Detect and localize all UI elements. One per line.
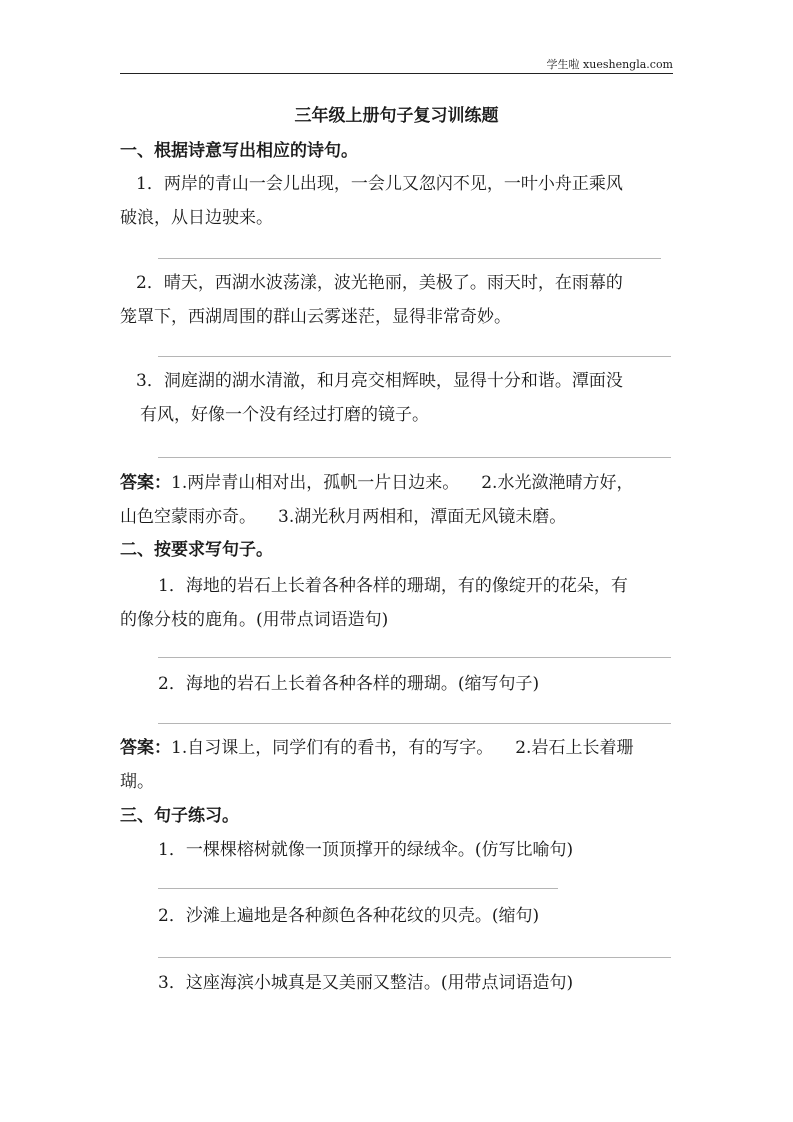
s1-answer-3: 3.湖光秋月两相和，潭面无风镜未磨。 [278, 507, 567, 527]
section1-heading: 一、根据诗意写出相应的诗句。 [120, 141, 358, 161]
s1-q3-line1: 洞庭湖的湖水清澈，和月亮交相辉映，显得十分和谐。潭面没 [163, 371, 623, 391]
s2-answer-blank-1[interactable] [158, 657, 671, 658]
section3-heading: 三、句子练习。 [120, 806, 239, 826]
s1-q3-number: 3． [136, 371, 164, 391]
s2-answer-label: 答案： [120, 738, 171, 758]
s1-q3-line2: 有风，好像一个没有经过打磨的镜子。 [140, 405, 429, 425]
s1-q2-line1: 晴天，西湖水波荡漾，波光艳丽，美极了。雨天时，在雨幕的 [163, 273, 623, 293]
s3-answer-blank-1[interactable] [158, 888, 558, 889]
s2-question-1 [120, 569, 675, 637]
s1-answer-2: 2.水光潋滟晴方好， [481, 473, 634, 493]
s3-question-2 [120, 899, 675, 933]
s1-answer-blank-2[interactable] [158, 356, 671, 357]
header-rule [120, 73, 673, 74]
section2-heading: 二、按要求写句子。 [120, 540, 273, 560]
s2-q1-line1: 1．海地的岩石上长着各种各样的珊瑚，有的像绽开的花朵，有 [158, 576, 628, 596]
s2-question-2 [120, 667, 675, 701]
s2-answer [120, 731, 675, 799]
s1-question-2 [120, 266, 675, 334]
s1-q1-line2: 破浪，从日边驶来。 [120, 208, 273, 228]
s1-question-1 [120, 167, 675, 235]
s2-q2-text: 2．海地的岩石上长着各种各样的珊瑚。(缩写句子) [158, 674, 540, 694]
document-title: 三年级上册句子复习训练题 [294, 106, 499, 126]
s3-question-1 [120, 833, 675, 867]
s1-q2-line2: 笼罩下，西湖周围的群山云雾迷茫，显得非常奇妙。 [120, 307, 511, 327]
s3-q3-text: 3．这座海滨小城真是又美丽又整洁。(用带点词语造句) [158, 973, 574, 993]
s1-q2-number: 2． [136, 273, 164, 293]
s1-answer-blank-3[interactable] [158, 457, 671, 458]
page-header: 学生啦 xueshengla.com [546, 58, 673, 71]
s1-q1-number: 1． [136, 174, 164, 194]
s1-q1-line1: 两岸的青山一会儿出现，一会儿又忽闪不见，一叶小舟正乘风 [163, 174, 623, 194]
s3-q2-text: 2．沙滩上遍地是各种颜色各种花纹的贝壳。(缩句) [158, 906, 540, 926]
s1-answer-2-cont: 山色空蒙雨亦奇。 [120, 507, 256, 527]
s2-answer-2: 2.岩石上长着珊 [515, 738, 634, 758]
s2-answer-1: 1.自习课上，同学们有的看书，有的写字。 [171, 738, 494, 758]
s1-answer-label: 答案： [120, 473, 171, 493]
s3-question-3 [120, 966, 675, 1000]
s2-answer-2-cont: 瑚。 [120, 772, 154, 792]
s3-answer-blank-2[interactable] [158, 957, 671, 958]
s1-answer-1: 1.两岸青山相对出，孤帆一片日边来。 [171, 473, 460, 493]
s3-q1-text: 1．一棵棵榕树就像一顶顶撑开的绿绒伞。(仿写比喻句) [158, 840, 574, 860]
s1-answer-blank-1[interactable] [158, 258, 661, 259]
s1-question-3 [120, 364, 675, 432]
s1-answer [120, 466, 675, 534]
s2-q1-line2: 的像分枝的鹿角。(用带点词语造句) [120, 610, 389, 630]
s2-answer-blank-2[interactable] [158, 723, 671, 724]
